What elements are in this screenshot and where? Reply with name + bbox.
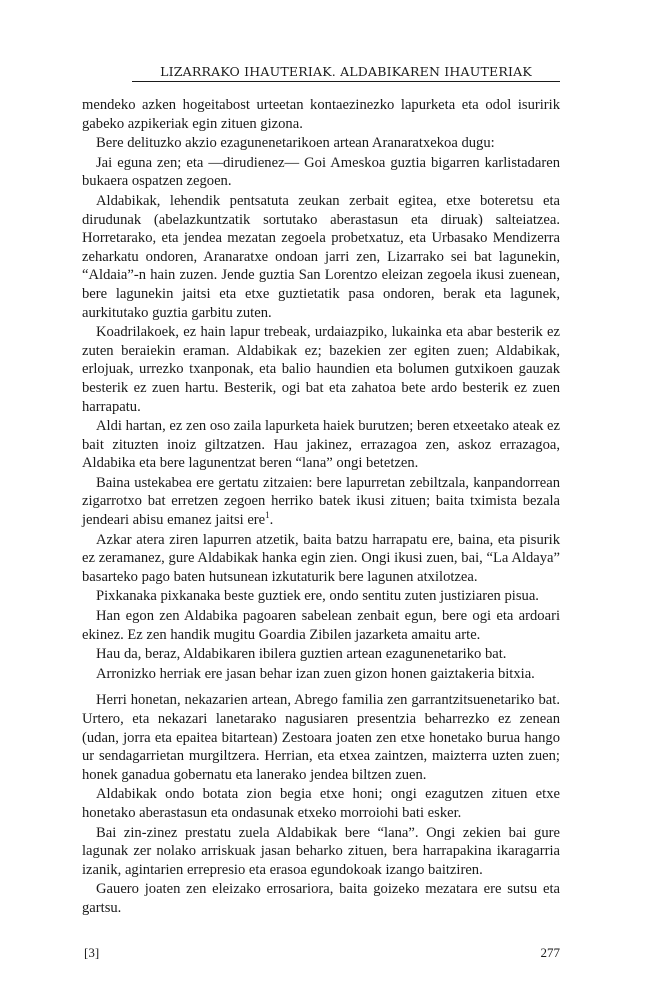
- paragraph: Bere delituzko akzio ezagunenetarikoen artean Aranaratxekoa dugu:: [96, 135, 495, 152]
- paragraph: Aldabikak, lehendik pentsatuta zeukan zerbait egitea, etxe boteretsu eta dirudunak (abelazkuntzatik sortutako aberastasun eta diruak) salteiatzea. Horretarako, eta jendea mezatan zegoela probetxatuz, eta Urbasako Mendizerra zeharkatu ondoren, Aranaratxe ondoan jarri zen, Lizarrako sei bat lagunekin, “Aldaia”-n hain zuzen. Jende guztia San Lorentzo eleizan zegoela ikusi zuenean, bere lagunekin jaitsi eta etxe guztietatik pasa ondoren, berak eta lagunek, aurkitutako guztia garbitu zuten.: [82, 192, 560, 321]
- paragraph: Jai eguna zen; eta —dirudienez— Goi Ameskoa guztia bigarren karlistadaren bukaera ospatzen zegoen.: [82, 154, 560, 190]
- paragraph: Koadrilakoek, ez hain lapur trebeak, urdaiazpiko, lukainka eta abar besterik ez zuten beraiekin eraman. Aldabikak ez; bazekien zer egiten zuen; Aldabikak, erlojuak, urrezko txanponak, eta balio haundien eta bolumen gutxikoen gauzak besterik ez zuen hartu. Besterik, ogi bat eta zahatoa bete ardo besterik ez zuen harrapatu.: [82, 324, 560, 415]
- body-text: [82, 96, 560, 919]
- footnote-marker: 1: [265, 510, 270, 521]
- paragraph: Han egon zen Aldabika pagoaren sabelean zenbait egun, bere ogi eta ardoari ekinez. Ez zen handik mugitu Goardia Zibilen jazarketa amaitu arte.: [82, 608, 560, 643]
- running-header: LIZARRAKO IHAUTERIAK. ALDABIKAREN IHAUTERIAK: [132, 64, 560, 82]
- paragraph-with-footnote: Baina ustekabea ere gertatu zitzaien: bere lapurretan zebiltzala, kanpandorrean zigarrotxo bat erretzen zegoen herriko batek ikusi zituen; baita tximista bezala jendeari abisu emanez jaitsi ere$^1$.: [82, 474, 560, 529]
- paragraph: Hau da, beraz, Aldabikaren ibilera guztien artean ezagunenetariko bat.: [96, 646, 507, 663]
- paragraph: Herri honetan, nekazarien artean, Abrego familia zen garrantzitsuenetariko bat. Urtero, eta nekazari lanetarako nagusiaren presentzia beharrezko ez zenean (udan, jorra eta epaitea bitartean) Zestoara joaten zen etxe honetako burua hango ur sendagarrietan murgiltzera. Herrian, eta etxea zaintzen, maizterra uzten zuen; honek ganadua gobernatu eta lanerako jendea biltzen zuen.: [82, 692, 560, 783]
- paragraph: Aldabikak ondo botata zion begia etxe honi; ongi ezagutzen zituen etxe honetako aberastasun eta ondasunak etxeko morroiohi bati esker.: [82, 786, 560, 821]
- paragraph: Azkar atera ziren lapurren atzetik, baita batzu harrapatu ere, baina, eta pisurik ez zeramanez, gure Aldabikak hanka egin zien. Ongi ikusi zuen, bai, “La Aldaya” basarteko pago baten hutsunean izkutaturik bere lagunen atxilotzea.: [82, 531, 560, 585]
- paragraph: Arronizko herriak ere jasan behar izan zuen gizon honen gaiztakeria bitxia.: [96, 665, 535, 682]
- paragraph: mendeko azken hogeitabost urteetan kontaezinezko lapurketa eta odol isuririk gabeko azpikeriak egin zituen gizona.: [82, 97, 560, 132]
- paragraph-text: Baina ustekabea ere gertatu zitzaien: bere lapurretan zebiltzala, kanpandorrean zigarrotxo bat erretzen zegoen herriko batek ikusi zituen; baita tximista bezala jendeari abisu emanez jaitsi ere: [82, 474, 560, 529]
- footer-section-number: [3]: [84, 945, 100, 960]
- paragraph: Gauero joaten zen eleizako errosariora, baita goizeko mezatara ere sutsu eta gartsu.: [82, 881, 560, 916]
- paragraph: Pixkanaka pixkanaka beste guztiek ere, ondo sentitu zuten justiziaren pisua.: [96, 588, 539, 605]
- page-number: 277: [540, 945, 560, 960]
- paragraph: Aldi hartan, ez zen oso zaila lapurketa haiek burutzen; beren etxeetako ateak ez bait zituzten inoiz giltzatzen. Hau jakinez, errazagoa zen, askoz errazagoa, Aldabika eta bere lagunentzat beren “lana” ongi betetzen.: [82, 418, 560, 472]
- paragraph: Bai zin-zinez prestatu zuela Aldabikak bere “lana”. Ongi zekien bai gure lagunak zer nolako arriskuak jasan beharko zituen, bera harrapakina ikaragarria izanik, agintarien errepresio eta erasoa egundokoak izango baitziren.: [82, 824, 560, 878]
